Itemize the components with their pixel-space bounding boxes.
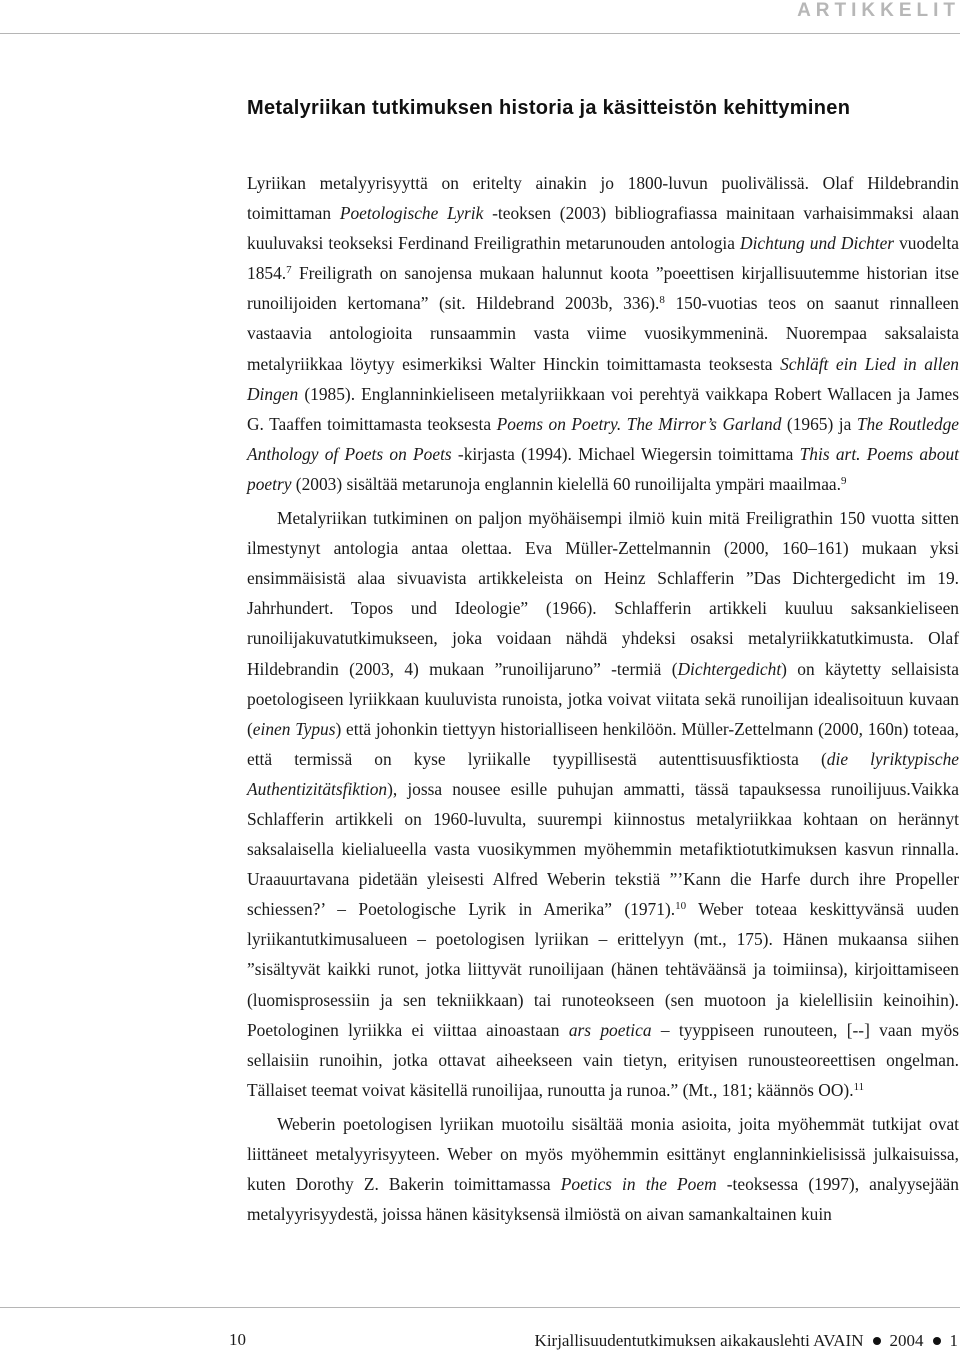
text-run: Metalyriikan tutkiminen on paljon myöhäisempi ilmiö kuin mitä Freiligrathin 150 vuotta sitten ilmestynyt antologia antaa olettaa. Eva Müller-Zettelmannin (2000, 160–161) mukaan yksi ensimmäisistä alaa sivuavista artikkeleista on Heinz Schlafferin ”Das Dichtergedicht im 19. Jahrhundert. Topos und Ideologie” (1966). Schlafferin artikkeli kuuluu saksankieliseen runoilijakuvatutkimukseen, joka voidaan nähdä yhdeksi osaksi metalyriikkatutkimusta. Olaf Hildebrandin (2003, 4) mukaan ”runoilijaruno” -termiä ( — [247, 508, 959, 679]
text-run: Weber toteaa keskittyvänsä uuden lyriikantutkimusalueen – poetologisen lyriikan – erittelyyn (mt., 175). Hänen mukaansa siihen ”sisältyvät kaikki runot, jotka liittyvät runoilijaan (hänen tehtäväänsä ja toimiinsa), kirjoittamiseen (luomisprosessiin ja sen tekniikkaan) tai runoteokseen (sen muotoon ja kielellisiin keinoihin). Poetologinen lyriikka ei viittaa ainoastaan — [247, 899, 960, 1040]
bullet-dot-icon — [873, 1337, 881, 1345]
footnote-marker: 8 — [659, 294, 665, 307]
text-run: -kirjasta (1994). Michael Wiegersin toimittama — [451, 443, 800, 464]
italic-title: einen Typus — [252, 718, 336, 739]
article-body — [247, 168, 959, 1229]
italic-title: Poetologische Lyrik — [339, 203, 484, 224]
section-label: ARTIKKELIT — [797, 0, 960, 21]
footer-divider — [0, 1307, 960, 1308]
journal-year: 2004 — [889, 1331, 924, 1350]
italic-title: This art. Poems about poetry — [247, 443, 959, 494]
header-divider — [0, 33, 960, 34]
text-run: ) että johonkin tiettyyn historialliseen henkilöön. Müller-Zettelmann (2000, 160n) toteaa, että termissä on kyse lyriikalle tyypillisestä autenttisuusfiktiosta ( — [247, 718, 959, 769]
text-run: Weberin poetologisen lyriikan muotoilu sisältää monia asioita, joita myöhemmät tutkijat ovat liittäneet metalyyrisyyteen. Weber on myös myöhemmin esittänyt englanninkielisissä julkaisuissa, kuten Dorothy Z. Bakerin toimittamassa — [247, 1113, 959, 1195]
italic-title: Poetics in the Poem — [560, 1174, 717, 1195]
text-run: (1965) ja — [781, 413, 857, 434]
text-run: -teoksessa (1997), analyysejään metalyyrisyydestä, joissa hänen käsityksensä ilmiöstä on aivan samankaltainen kuin — [247, 1174, 959, 1225]
italic-title: The Routledge Anthology of Poets on Poets — [247, 413, 959, 464]
text-run: 150-vuotias teos on saanut rinnalleen vastaavia antologioita runsaammin vasta viime vuosikymmeninä. Nuorempaa saksalaista metalyriikkaa löytyy esimerkiksi Walter Hinckin toimittamasta teoksesta — [247, 293, 960, 374]
italic-title: Poems on Poetry. The Mirror’s Garland — [496, 413, 782, 434]
italic-title: die lyriktypische Authentizitätsfiktion — [247, 748, 959, 799]
italic-title: Dichtung und Dichter — [740, 233, 895, 254]
text-run: (1985). Englanninkieliseen metalyriikkaan voi perehtyä vaikkapa Robert Wallacen ja James G. Taaffen toimittamasta teoksesta — [247, 383, 959, 434]
text-run: Freiligrath on sanojensa mukaan halunnut koota ”poeettisen kirjallisuutemme historian itse runoilijoiden kertomana” (sit. Hildebrand 2003b, 336). — [247, 263, 959, 314]
italic-title: Dichtergedicht — [677, 658, 782, 679]
italic-title: Schläft ein Lied in allen Dingen — [247, 353, 959, 404]
text-run: ) on käytetty sellaisista poetologiseen lyriikkaan kuuluvista runoista, jotka voivat viitata sekä runoilijan idealisoituun kuvaan ( — [247, 658, 959, 739]
text-run: ), jossa nousee esille puhujan ammatti, tässä tapauksessa runoilijuus.Vaikka Schlafferin artikkeli on 1960-luvulta, suurempi kiinnostus metalyriikkaa kohtaan on herännyt saksalaisella kielialueella vasta vuosikymmen myöhemmin metafiktiotutkimuksen kasvun rinnalla. Uraauurtavana pidetään yleisesti Alfred Weberin tekstiä ”’Kann die Harfe durch ihre Propeller schiessen?’ – Poetologische Lyrik in Amerika” (1971). — [247, 778, 959, 920]
page-number: 10 — [229, 1330, 246, 1349]
footnote-marker: 9 — [841, 474, 847, 487]
text-run: – tyyppiseen runouteen, [--] vaan myös sellaisiin runoihin, jotka ottavat aiheekseen vain tietyn, erityisen runousteoreettisen ongelman. Tällaiset teemat voivat käsitellä runoilijaa, runoutta ja runoa.” (Mt., 181; käännös OO). — [247, 1019, 959, 1100]
body-paragraph — [247, 168, 959, 499]
journal-footer — [535, 1331, 958, 1351]
article-section-title: Metalyriikan tutkimuksen historia ja käsitteistön kehittyminen — [247, 97, 851, 119]
italic-title: ars poetica — [568, 1019, 652, 1040]
body-paragraph — [247, 1109, 959, 1229]
footnote-marker: 11 — [853, 1080, 865, 1093]
text-run: Lyriikan metalyyrisyyttä on eritelty ainakin jo 1800-luvun puolivälissä. Olaf Hildebrandin toimittaman — [247, 173, 959, 224]
text-run: -teoksen (2003) bibliografiassa mainitaan varhaisimmaksi alaan kuuluvaksi teokseksi Ferdinand Freiligrathin metarunouden antologia — [247, 203, 960, 254]
bullet-dot-icon — [933, 1337, 941, 1345]
footnote-marker: 10 — [675, 900, 687, 913]
text-run: (2003) sisältää metarunoja englannin kielellä 60 runoilijalta ympäri maailmaa. — [291, 473, 841, 494]
journal-issue: 1 — [949, 1331, 958, 1350]
footnote-marker: 7 — [286, 264, 292, 277]
journal-name: Kirjallisuudentutkimuksen aikakauslehti AVAIN — [534, 1331, 864, 1350]
text-run: vuodelta 1854. — [247, 233, 959, 284]
body-paragraph — [247, 503, 959, 1105]
